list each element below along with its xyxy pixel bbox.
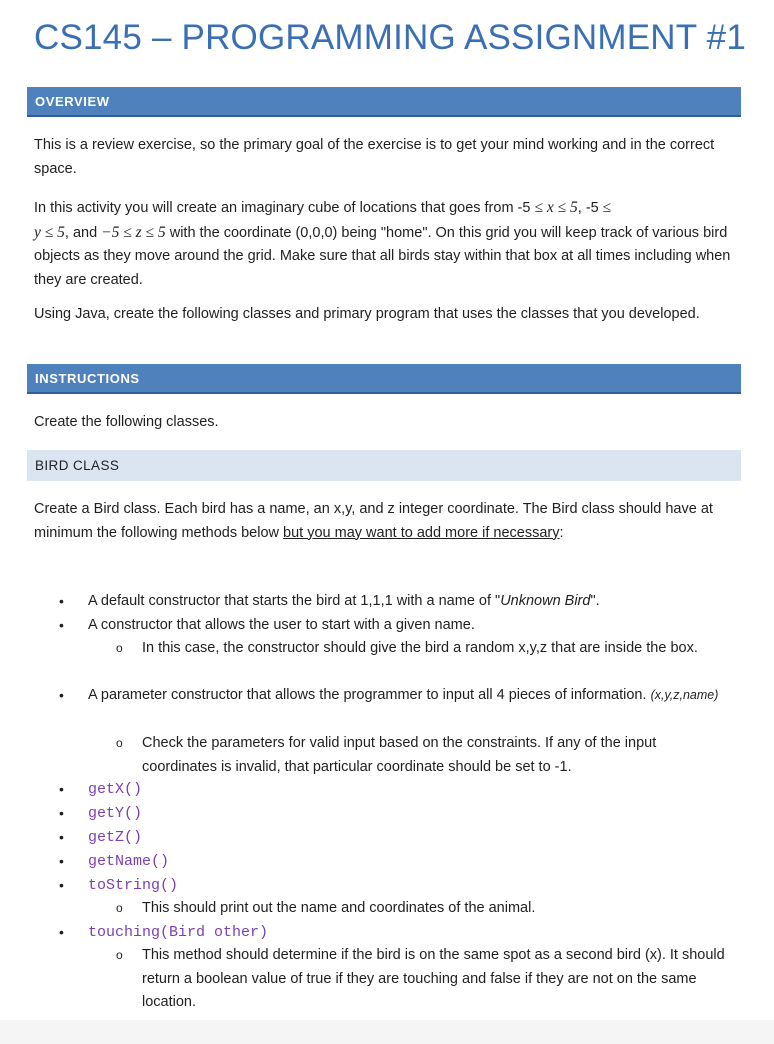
overview-paragraph-1: This is a review exercise, so the primary goal of the exercise is to get your mind working and in the correct space. bbox=[34, 137, 715, 177]
p2-text-1: In this activity you will create an imaginary cube of locations that goes from -5 bbox=[34, 200, 535, 216]
overview-heading-bar bbox=[27, 87, 741, 117]
param-ctor-sub-text: Check the parameters for valid input based on the constraints. If any of the input coordinates is invalid, that particular coordinate should be set to -1. bbox=[142, 735, 657, 775]
bullet-icon: • bbox=[59, 924, 64, 940]
bird-class-heading: BIRD CLASS bbox=[35, 458, 120, 473]
sub-item-name-constructor bbox=[116, 637, 732, 661]
param-ctor-text: A parameter constructor that allows the programmer to input all 4 pieces of information. bbox=[88, 687, 647, 703]
instructions-intro: Create the following classes. bbox=[34, 414, 219, 430]
instructions-heading: INSTRUCTIONS bbox=[35, 371, 140, 386]
page-title: CS145 – PROGRAMMING ASSIGNMENT #1 bbox=[34, 18, 746, 57]
name-ctor-sub-text: In this case, the constructor should give the bird a random x,y,z that are inside the box. bbox=[142, 640, 698, 656]
bullet-icon: • bbox=[59, 687, 64, 703]
circle-bullet-icon: o bbox=[116, 901, 123, 915]
page-bottom-edge bbox=[0, 1020, 774, 1044]
p2-math-le: ≤ bbox=[602, 199, 612, 216]
list-item-name-constructor bbox=[59, 614, 738, 638]
p2-math-x: ≤ x ≤ 5 bbox=[534, 199, 578, 216]
list-item-parameter-constructor bbox=[59, 684, 738, 708]
bird-intro-underlined: but you may want to add more if necessary bbox=[283, 524, 560, 541]
sub-item-parameter-constructor bbox=[116, 732, 732, 779]
bullet-icon: • bbox=[59, 805, 64, 821]
overview-paragraph-3: Using Java, create the following classes and primary program that uses the classes that you developed. bbox=[34, 306, 700, 322]
instructions-heading-bar bbox=[27, 364, 741, 394]
sub-item-tostring bbox=[116, 897, 732, 921]
bird-intro-text: Create a Bird class. Each bird has a name, an x,y, and z integer coordinate. The Bird class should have at minimum the following methods below bbox=[34, 501, 713, 541]
method-touching: touching(Bird other) bbox=[88, 924, 269, 941]
bird-class-heading-bar bbox=[27, 450, 741, 481]
list-item-gety bbox=[59, 802, 738, 826]
list-item-getname bbox=[59, 850, 738, 874]
param-ctor-hint: (x,y,z,name) bbox=[650, 688, 719, 702]
method-tostring: toString() bbox=[88, 877, 179, 894]
sub-item-touching bbox=[116, 944, 732, 1015]
circle-bullet-icon: o bbox=[116, 948, 123, 962]
circle-bullet-icon: o bbox=[116, 641, 123, 655]
default-ctor-end: ". bbox=[590, 593, 600, 609]
list-item-touching bbox=[59, 921, 738, 945]
p2-text-4: with the coordinate (0,0,0) being "home". On this grid you will keep track of various bird objects as they move around the grid. Make sure that all birds stay within that box at all times including when they are created. bbox=[34, 224, 731, 288]
overview-heading: OVERVIEW bbox=[35, 94, 110, 109]
bullet-icon: • bbox=[59, 617, 64, 633]
bird-intro-colon: : bbox=[559, 524, 564, 541]
p2-math-z: −5 ≤ z ≤ 5 bbox=[101, 223, 166, 241]
circle-bullet-icon: o bbox=[116, 736, 123, 750]
default-ctor-text: A default constructor that starts the bird at 1,1,1 with a name of " bbox=[88, 593, 501, 609]
list-item-tostring bbox=[59, 874, 738, 898]
list-item-default-constructor bbox=[59, 590, 738, 614]
tostring-sub-text: This should print out the name and coordinates of the animal. bbox=[142, 900, 536, 916]
bird-class-intro bbox=[34, 498, 734, 545]
bullet-icon: • bbox=[59, 853, 64, 869]
list-item-getx bbox=[59, 778, 738, 802]
bullet-icon: • bbox=[59, 877, 64, 893]
method-getx: getX() bbox=[88, 781, 143, 798]
bullet-icon: • bbox=[59, 781, 64, 797]
bullet-icon: • bbox=[59, 593, 64, 609]
p2-math-y: y ≤ 5 bbox=[34, 223, 65, 241]
name-ctor-text: A constructor that allows the user to start with a given name. bbox=[88, 617, 475, 633]
touching-sub-text: This method should determine if the bird is on the same spot as a second bird (x). It should return a boolean value of true if they are touching and false if they are not on the same location. bbox=[142, 947, 725, 1010]
p2-text-2: , -5 bbox=[577, 200, 603, 216]
list-item-getz bbox=[59, 826, 738, 850]
method-getname: getName() bbox=[88, 853, 170, 870]
method-gety: getY() bbox=[88, 805, 143, 822]
default-ctor-name: Unknown Bird bbox=[500, 593, 591, 609]
bullet-icon: • bbox=[59, 829, 64, 845]
overview-paragraph-2 bbox=[34, 196, 734, 292]
p2-text-3: , and bbox=[64, 224, 102, 241]
method-getz: getZ() bbox=[88, 829, 143, 846]
